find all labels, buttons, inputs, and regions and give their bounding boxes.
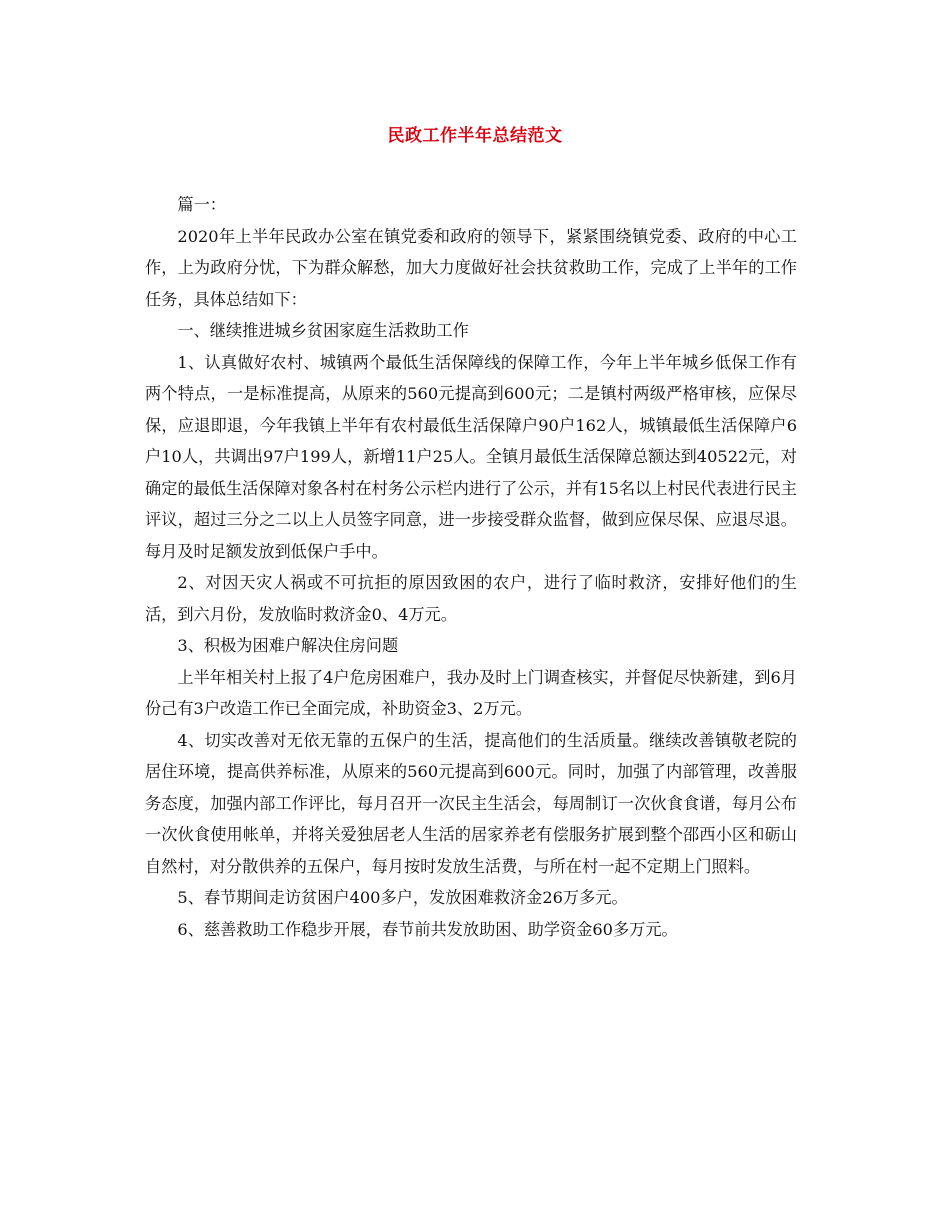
document-body	[145, 189, 797, 945]
paragraph-item-2: 2、对因天灾人祸或不可抗拒的原因致困的农户，进行了临时救济，安排好他们的生活，到六月份，发放临时救济金0、4万元。	[145, 573, 797, 624]
paragraph-heading-1: 一、继续推进城乡贫困家庭生活救助工作	[177, 321, 469, 340]
paragraph-intro: 2020年上半年民政办公室在镇党委和政府的领导下，紧紧围绕镇党委、政府的中心工作，上为政府分忧，下为群众解愁，加大力度做好社会扶贫救助工作，完成了上半年的工作任务，具体总结如下：	[145, 226, 797, 309]
paragraph-item-1: 1、认真做好农村、城镇两个最低生活保障线的保障工作，今年上半年城乡低保工作有两个特点，一是标准提高，从原来的560元提高到600元；二是镇村两级严格审核，应保尽保，应退即退，今年我镇上半年有农村最低生活保障户90户162人，城镇最低生活保障户6户10人，共调出97户199人，新增11户25人。全镇月最低生活保障总额达到40522元，对确定的最低生活保障对象各村在村务公示栏内进行了公示，并有15名以上村民代表进行民主评议，超过三分之二以上人员签字同意，进一步接受群众监督，做到应保尽保、应退尽退。每月及时足额发放到低保户手中。	[145, 352, 797, 561]
paragraph-item-6: 6、慈善救助工作稳步开展，春节前共发放助困、助学资金60多万元。	[177, 919, 678, 939]
paragraph-item-3-detail: 上半年相关村上报了4户危房困难户，我办及时上门调查核实，并督促尽快新建，到6月份己有3户改造工作已全面完成，补助资金3、2万元。	[145, 667, 797, 718]
paragraph-section-label: 篇一：	[177, 195, 226, 214]
document-title: 民政工作半年总结范文	[387, 126, 563, 146]
paragraph-item-3: 3、积极为困难户解决住房问题	[177, 636, 399, 655]
paragraph-item-5: 5、春节期间走访贫困户400多户，发放困难救济金26万多元。	[177, 888, 628, 907]
paragraph-item-4: 4、切实改善对无依无靠的五保户的生活，提高他们的生活质量。继续改善镇敬老院的居住环境，提高供养标准，从原来的560元提高到600元。同时，加强了内部管理，改善服务态度，加强内部工作评比，每月召开一次民主生活会，每周制订一次伙食食谱，每月公布一次伙食使用帐单，并将关爱独居老人生活的居家养老有偿服务扩展到整个邵西小区和砺山自然村，对分散供养的五保户，每月按时发放生活费，与所在村一起不定期上门照料。	[145, 730, 797, 876]
